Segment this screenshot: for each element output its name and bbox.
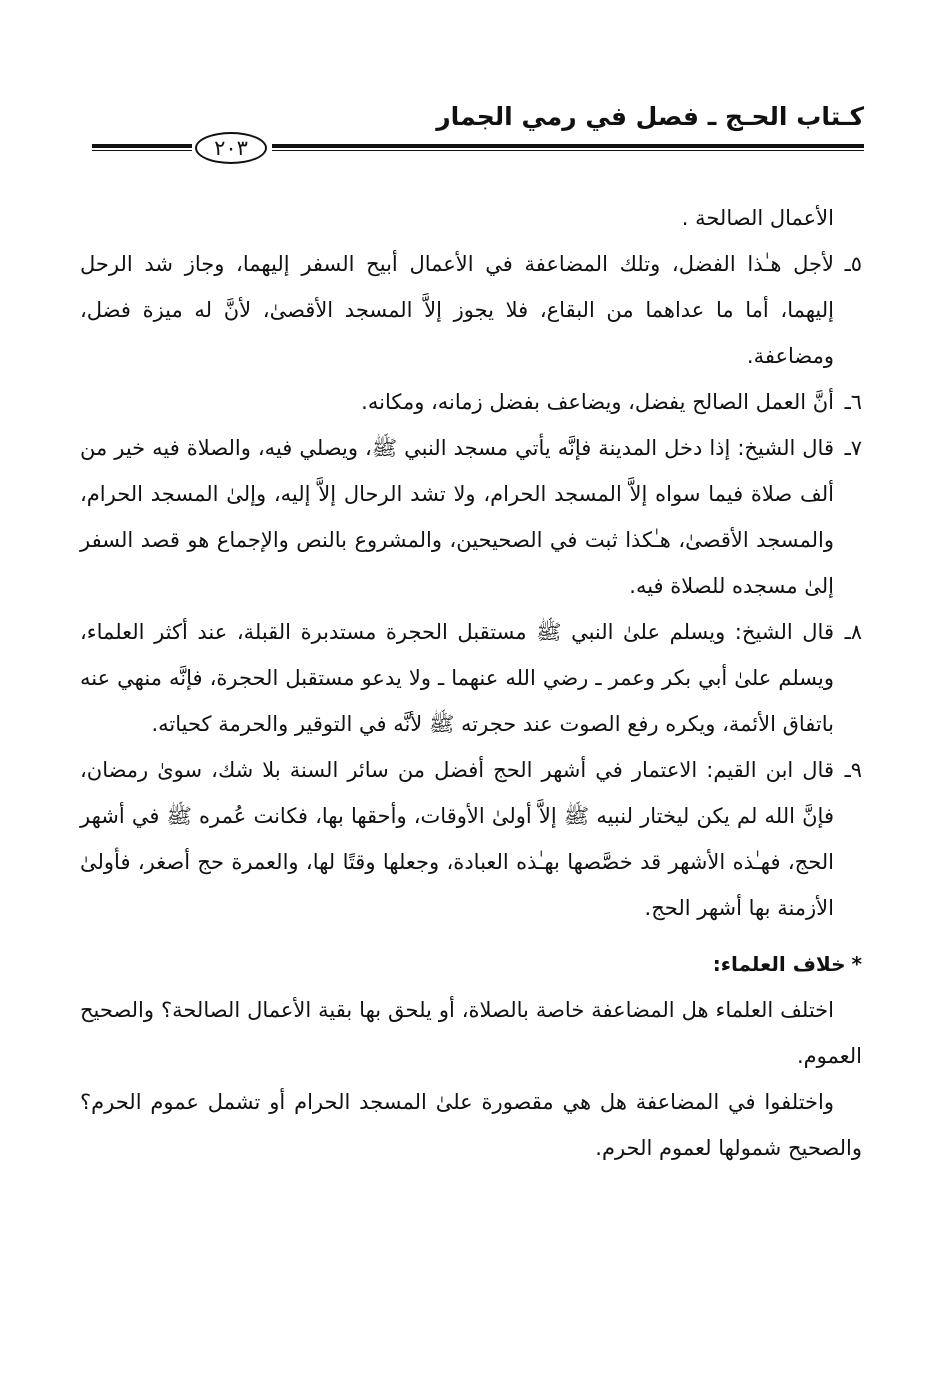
list-item [80, 241, 862, 379]
item-number: ٩ـ [844, 758, 862, 782]
item-number: ٧ـ [844, 436, 862, 460]
section-heading-text: خلاف العلماء: [712, 952, 846, 976]
header-rule-thick-right [272, 144, 864, 148]
header-rule-thin-right [272, 150, 864, 151]
running-title: كـتاب الحـج ـ فصل في رمي الجمار [436, 102, 864, 131]
list-item [80, 425, 862, 609]
list-item [80, 747, 862, 931]
star-icon: * [851, 952, 862, 976]
page-number: ٢٠٣ [195, 132, 267, 164]
header-rule-thick-left [92, 144, 192, 148]
header-rule-thin-left [92, 150, 192, 151]
list-item [80, 379, 862, 425]
paragraph: اختلف العلماء هل المضاعفة خاصة بالصلاة، أو يلحق بها بقية الأعمال الصالحة؟ والصحيح العموم. [80, 998, 862, 1068]
item-text: أنَّ العمل الصالح يفضل، ويضاعف بفضل زمانه، ومكانه. [361, 390, 834, 414]
intro-line: الأعمال الصالحة . [681, 206, 834, 230]
section-heading [80, 941, 862, 987]
item-number: ٦ـ [844, 390, 862, 414]
list-item [80, 609, 862, 747]
item-text: قال الشيخ: إذا دخل المدينة فإنَّه يأتي مسجد النبي ﷺ، ويصلي فيه، والصلاة فيه خير من ألف صلاة فيما سواه إلاَّ المسجد الحرام، ولا تشد الرحال إلاَّ إليه، وإلىٰ المسجد الحرام، والمسجد الأقصىٰ، هـٰكذا ثبت في الصحيحين، والمشروع بالنص والإجماع هو قصد السفر إلىٰ مسجده للصلاة فيه. [80, 436, 834, 598]
paragraph: واختلفوا في المضاعفة هل هي مقصورة علىٰ المسجد الحرام أو تشمل عموم الحرم؟ والصحيح شمولها لعموم الحرم. [80, 1090, 862, 1160]
header-rule [92, 136, 864, 166]
item-text: قال ابن القيم: الاعتمار في أشهر الحج أفضل من سائر السنة بلا شك، سوىٰ رمضان، فإنَّ الله لم يكن ليختار لنبيه ﷺ إلاَّ أولىٰ الأوقات، وأحقها بها، فكانت عُمره ﷺ في أشهر الحج، فهـٰذه الأشهر قد خصَّصها بهـٰذه العبادة، وجعلها وقتًا لها، والعمرة حج أصغر، فأولىٰ الأزمنة بها أشهر الحج. [80, 758, 834, 920]
body-text [80, 195, 862, 1171]
item-text: لأجل هـٰذا الفضل، وتلك المضاعفة في الأعمال أبيح السفر إليهما، وجاز شد الرحل إليهما، أما ما عداهما من البقاع، فلا يجوز إلاَّ المسجد الأقصىٰ، لأنَّ له ميزة فضل، ومضاعفة. [80, 252, 834, 368]
item-number: ٨ـ [844, 620, 862, 644]
item-text: قال الشيخ: ويسلم علىٰ النبي ﷺ مستقبل الحجرة مستدبرة القبلة، عند أكثر العلماء، ويسلم علىٰ أبي بكر وعمر ـ رضي الله عنهما ـ ولا يدعو مستقبل الحجرة، فإنَّه منهي عنه باتفاق الأئمة، ويكره رفع الصوت عند حجرته ﷺ لأنَّه في التوقير والحرمة كحياته. [80, 620, 834, 736]
item-number: ٥ـ [844, 252, 862, 276]
